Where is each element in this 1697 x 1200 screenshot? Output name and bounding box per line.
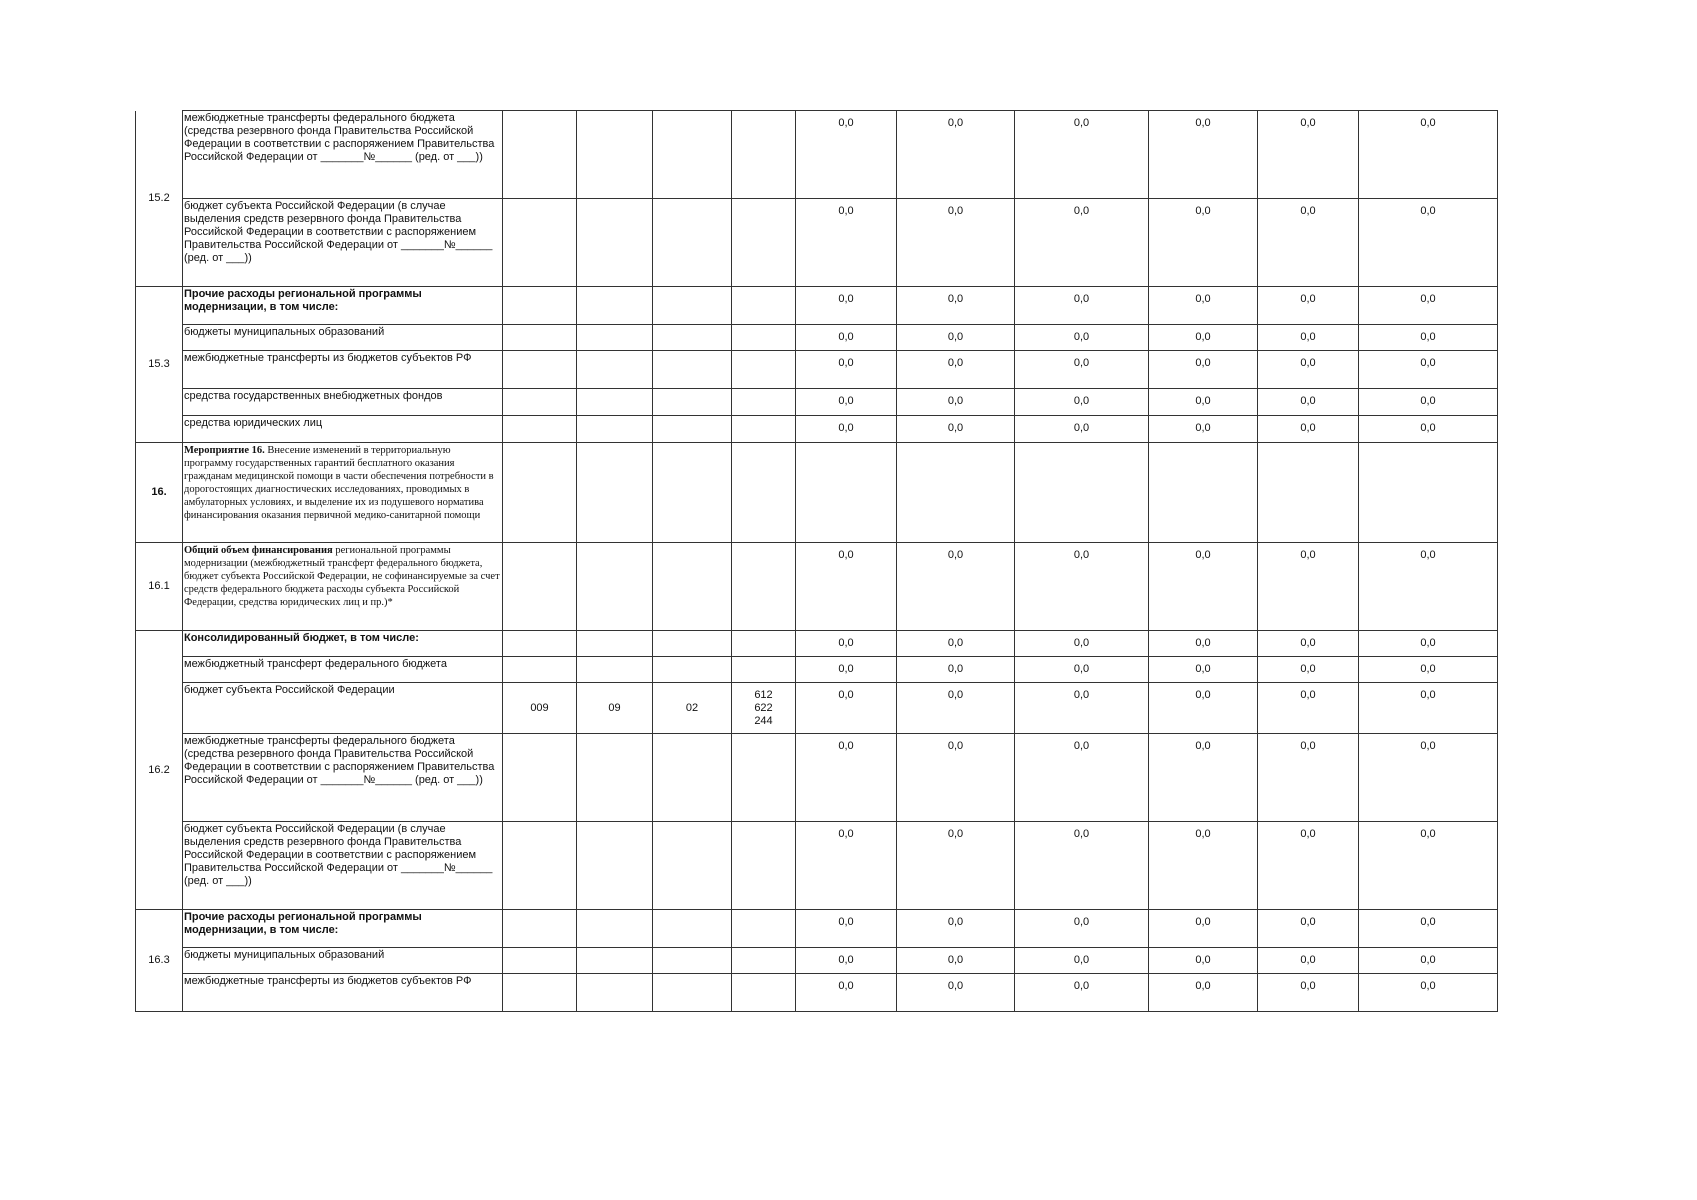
- amount-cell: [1015, 443, 1149, 543]
- budget-code-cell: [732, 948, 796, 974]
- amount-cell: 0,0: [1258, 351, 1359, 389]
- row-label: бюджет субъекта Российской Федерации (в случае выделения средств резервного фонда Правительства Российской Федерации в соответствии с распоряжением Правительства Российской Федерации от _______№______ (ред. от ___)): [183, 199, 503, 287]
- row-label: Прочие расходы региональной программы модернизации, в том числе:: [183, 910, 503, 948]
- row-label: межбюджетные трансферты из бюджетов субъектов РФ: [183, 351, 503, 389]
- amount-cell: 0,0: [897, 416, 1015, 443]
- table-row: [136, 443, 1498, 543]
- amount-cell: 0,0: [1015, 416, 1149, 443]
- budget-code-cell: 09: [577, 683, 653, 734]
- amount-cell: 0,0: [1359, 416, 1498, 443]
- row-index: 16.3: [136, 910, 183, 1012]
- budget-code-cell: [653, 948, 732, 974]
- amount-cell: 0,0: [1149, 287, 1258, 325]
- table-row: [136, 910, 1498, 948]
- row-index: 16.2: [136, 631, 183, 910]
- budget-code-cell: [503, 416, 577, 443]
- budget-code-cell: [653, 543, 732, 631]
- budget-code-cell: [732, 910, 796, 948]
- amount-cell: 0,0: [796, 683, 897, 734]
- budget-code-cell: [732, 734, 796, 822]
- budget-code-cell: [503, 948, 577, 974]
- row-label: бюджеты муниципальных образований: [183, 325, 503, 351]
- amount-cell: 0,0: [1359, 822, 1498, 910]
- budget-code-cell: [732, 822, 796, 910]
- budget-code-cell: [653, 657, 732, 683]
- row-label-text: Внесение изменений в территориальную программу государственных гарантий бесплатного оказания гражданам медицинской помощи в части обеспечения потребности в дорогостоящих диагностических исследованиях, проводимых в амбулаторных условиях, и выделение их из подушевого норматива финансирования оказания первичной медико-санитарной помощи: [184, 445, 494, 521]
- budget-code-cell: [503, 910, 577, 948]
- amount-cell: 0,0: [897, 199, 1015, 287]
- budget-code-cell: [577, 910, 653, 948]
- budget-code-cell: [732, 543, 796, 631]
- amount-cell: 0,0: [1015, 910, 1149, 948]
- budget-code-cell: [577, 287, 653, 325]
- amount-cell: 0,0: [1258, 199, 1359, 287]
- amount-cell: 0,0: [1015, 683, 1149, 734]
- amount-cell: 0,0: [1359, 683, 1498, 734]
- amount-cell: 0,0: [897, 631, 1015, 657]
- budget-code-cell: [653, 734, 732, 822]
- budget-code-cell: [577, 974, 653, 1012]
- budget-code-cell: [653, 974, 732, 1012]
- amount-cell: 0,0: [1359, 974, 1498, 1012]
- table-row: [136, 199, 1498, 287]
- budget-code-cell: 612 622 244: [732, 683, 796, 734]
- budget-code-cell: [653, 287, 732, 325]
- row-label: межбюджетные трансферты федерального бюджета (средства резервного фонда Правительства Российской Федерации в соответствии с распоряжением Правительства Российской Федерации от _______№______ (ред. от ___)): [183, 734, 503, 822]
- budget-code-cell: [503, 287, 577, 325]
- row-label: бюджет субъекта Российской Федерации: [183, 683, 503, 734]
- amount-cell: 0,0: [1258, 543, 1359, 631]
- amount-cell: 0,0: [1359, 543, 1498, 631]
- amount-cell: 0,0: [796, 543, 897, 631]
- table-row: [136, 111, 1498, 199]
- amount-cell: 0,0: [897, 351, 1015, 389]
- amount-cell: 0,0: [1015, 948, 1149, 974]
- row-label: [183, 443, 503, 543]
- budget-code-cell: [503, 111, 577, 199]
- budget-code-cell: [577, 543, 653, 631]
- amount-cell: 0,0: [796, 325, 897, 351]
- budget-code-cell: [577, 443, 653, 543]
- budget-code-cell: [732, 416, 796, 443]
- table-row: [136, 657, 1498, 683]
- amount-cell: 0,0: [1359, 111, 1498, 199]
- budget-code-cell: [503, 443, 577, 543]
- amount-cell: 0,0: [1258, 734, 1359, 822]
- row-label: бюджет субъекта Российской Федерации (в случае выделения средств резервного фонда Правительства Российской Федерации в соответствии с распоряжением Правительства Российской Федерации от _______№______ (ред. от ___)): [183, 822, 503, 910]
- amount-cell: 0,0: [1149, 111, 1258, 199]
- amount-cell: [1258, 443, 1359, 543]
- amount-cell: 0,0: [1359, 734, 1498, 822]
- amount-cell: 0,0: [897, 389, 1015, 416]
- amount-cell: 0,0: [1359, 351, 1498, 389]
- amount-cell: 0,0: [897, 974, 1015, 1012]
- amount-cell: 0,0: [897, 948, 1015, 974]
- row-label-text: региональной программы модернизации (межбюджетный трансферт федерального бюджета, бюджет субъекта Российской Федерации, не софинансируемые за счет средств федерального бюджета расходы субъекта Российской Федерации, средства юридических лиц и пр.)*: [184, 545, 500, 608]
- budget-code-cell: [653, 199, 732, 287]
- amount-cell: 0,0: [1359, 657, 1498, 683]
- row-index: 16.1: [136, 543, 183, 631]
- table-body: [136, 111, 1498, 1012]
- budget-code-cell: [653, 443, 732, 543]
- budget-code-cell: [503, 734, 577, 822]
- row-label: межбюджетные трансферты из бюджетов субъектов РФ: [183, 974, 503, 1012]
- amount-cell: 0,0: [1015, 351, 1149, 389]
- amount-cell: 0,0: [1149, 734, 1258, 822]
- budget-code-cell: 009: [503, 683, 577, 734]
- amount-cell: 0,0: [1258, 631, 1359, 657]
- amount-cell: 0,0: [897, 683, 1015, 734]
- table-row: [136, 631, 1498, 657]
- amount-cell: 0,0: [1359, 389, 1498, 416]
- row-label: бюджеты муниципальных образований: [183, 948, 503, 974]
- budget-code-cell: [503, 657, 577, 683]
- amount-cell: 0,0: [897, 325, 1015, 351]
- budget-code-cell: [732, 443, 796, 543]
- table-row: [136, 287, 1498, 325]
- row-label: Прочие расходы региональной программы модернизации, в том числе:: [183, 287, 503, 325]
- budget-code-cell: [653, 416, 732, 443]
- amount-cell: 0,0: [1258, 111, 1359, 199]
- budget-code-cell: [732, 974, 796, 1012]
- amount-cell: 0,0: [1258, 822, 1359, 910]
- row-index: 15.2: [136, 111, 183, 287]
- table-row: [136, 948, 1498, 974]
- amount-cell: [1359, 443, 1498, 543]
- amount-cell: 0,0: [1015, 111, 1149, 199]
- budget-code-cell: [653, 822, 732, 910]
- amount-cell: 0,0: [1015, 631, 1149, 657]
- amount-cell: 0,0: [796, 199, 897, 287]
- amount-cell: [897, 443, 1015, 543]
- amount-cell: 0,0: [1015, 543, 1149, 631]
- budget-code-cell: [503, 631, 577, 657]
- budget-code-cell: [503, 351, 577, 389]
- budget-code-cell: [503, 974, 577, 1012]
- amount-cell: 0,0: [1359, 948, 1498, 974]
- amount-cell: 0,0: [1149, 822, 1258, 910]
- amount-cell: 0,0: [1258, 325, 1359, 351]
- amount-cell: 0,0: [897, 822, 1015, 910]
- amount-cell: [1149, 443, 1258, 543]
- amount-cell: 0,0: [1015, 734, 1149, 822]
- budget-code-cell: [653, 351, 732, 389]
- row-label-heading: Общий объем финансирования: [184, 545, 333, 556]
- table-row: [136, 974, 1498, 1012]
- amount-cell: 0,0: [1258, 948, 1359, 974]
- amount-cell: 0,0: [897, 734, 1015, 822]
- amount-cell: 0,0: [1015, 974, 1149, 1012]
- amount-cell: 0,0: [796, 287, 897, 325]
- amount-cell: 0,0: [796, 910, 897, 948]
- amount-cell: 0,0: [1015, 325, 1149, 351]
- row-index: 15.3: [136, 287, 183, 443]
- amount-cell: [796, 443, 897, 543]
- budget-code-cell: [503, 199, 577, 287]
- budget-code-cell: [577, 389, 653, 416]
- budget-code-cell: [577, 948, 653, 974]
- amount-cell: 0,0: [1258, 910, 1359, 948]
- budget-code-cell: [732, 199, 796, 287]
- amount-cell: 0,0: [1359, 199, 1498, 287]
- budget-code-cell: [653, 389, 732, 416]
- table-row: [136, 325, 1498, 351]
- amount-cell: 0,0: [1149, 974, 1258, 1012]
- amount-cell: 0,0: [1149, 389, 1258, 416]
- row-label: средства юридических лиц: [183, 416, 503, 443]
- budget-code-cell: [653, 910, 732, 948]
- budget-code-cell: [732, 631, 796, 657]
- amount-cell: 0,0: [897, 543, 1015, 631]
- row-label: [183, 543, 503, 631]
- budget-code-cell: [577, 111, 653, 199]
- table-row: [136, 351, 1498, 389]
- budget-code-cell: [653, 631, 732, 657]
- amount-cell: 0,0: [1015, 657, 1149, 683]
- row-label: Консолидированный бюджет, в том числе:: [183, 631, 503, 657]
- table-row: [136, 734, 1498, 822]
- amount-cell: 0,0: [1149, 351, 1258, 389]
- amount-cell: 0,0: [1149, 325, 1258, 351]
- amount-cell: 0,0: [1258, 657, 1359, 683]
- row-label: межбюджетные трансферты федерального бюджета (средства резервного фонда Правительства Российской Федерации в соответствии с распоряжением Правительства Российской Федерации от _______№______ (ред. от ___)): [183, 111, 503, 199]
- table-row: [136, 389, 1498, 416]
- amount-cell: 0,0: [796, 657, 897, 683]
- amount-cell: 0,0: [1149, 199, 1258, 287]
- budget-code-cell: [577, 822, 653, 910]
- budget-code-cell: [577, 416, 653, 443]
- budget-code-cell: [732, 389, 796, 416]
- row-label-heading: Мероприятие 16.: [184, 445, 265, 456]
- amount-cell: 0,0: [1015, 287, 1149, 325]
- amount-cell: 0,0: [796, 351, 897, 389]
- budget-code-cell: [732, 111, 796, 199]
- amount-cell: 0,0: [897, 910, 1015, 948]
- amount-cell: 0,0: [897, 657, 1015, 683]
- amount-cell: 0,0: [796, 631, 897, 657]
- budget-code-cell: [577, 351, 653, 389]
- budget-code-cell: [732, 287, 796, 325]
- amount-cell: 0,0: [796, 111, 897, 199]
- budget-code-cell: [732, 325, 796, 351]
- amount-cell: 0,0: [1258, 416, 1359, 443]
- amount-cell: 0,0: [796, 734, 897, 822]
- budget-code-cell: [653, 111, 732, 199]
- budget-code-cell: 02: [653, 683, 732, 734]
- budget-code-cell: [503, 543, 577, 631]
- row-label: межбюджетный трансферт федерального бюджета: [183, 657, 503, 683]
- table-row: [136, 822, 1498, 910]
- amount-cell: 0,0: [1359, 631, 1498, 657]
- budget-code-cell: [653, 325, 732, 351]
- budget-code-cell: [732, 657, 796, 683]
- budget-code-cell: [732, 351, 796, 389]
- amount-cell: 0,0: [796, 389, 897, 416]
- budget-code-cell: [577, 325, 653, 351]
- amount-cell: 0,0: [1149, 910, 1258, 948]
- amount-cell: 0,0: [1149, 657, 1258, 683]
- amount-cell: 0,0: [1149, 631, 1258, 657]
- amount-cell: 0,0: [1258, 974, 1359, 1012]
- row-label: средства государственных внебюджетных фондов: [183, 389, 503, 416]
- amount-cell: 0,0: [897, 111, 1015, 199]
- budget-code-cell: [577, 657, 653, 683]
- budget-code-cell: [577, 199, 653, 287]
- amount-cell: 0,0: [796, 974, 897, 1012]
- amount-cell: 0,0: [1149, 416, 1258, 443]
- amount-cell: 0,0: [1359, 287, 1498, 325]
- budget-code-cell: [503, 325, 577, 351]
- table-row: [136, 416, 1498, 443]
- amount-cell: 0,0: [1359, 325, 1498, 351]
- amount-cell: 0,0: [796, 948, 897, 974]
- amount-cell: 0,0: [1149, 683, 1258, 734]
- amount-cell: 0,0: [796, 416, 897, 443]
- amount-cell: 0,0: [897, 287, 1015, 325]
- amount-cell: 0,0: [1015, 822, 1149, 910]
- budget-code-cell: [503, 822, 577, 910]
- amount-cell: 0,0: [1359, 910, 1498, 948]
- amount-cell: 0,0: [1258, 683, 1359, 734]
- financing-table: [135, 110, 1498, 1012]
- amount-cell: 0,0: [1258, 287, 1359, 325]
- budget-code-cell: [577, 631, 653, 657]
- amount-cell: 0,0: [1149, 543, 1258, 631]
- amount-cell: 0,0: [1015, 389, 1149, 416]
- table-row: [136, 683, 1498, 734]
- amount-cell: 0,0: [1015, 199, 1149, 287]
- amount-cell: 0,0: [1149, 948, 1258, 974]
- row-index: 16.: [136, 443, 183, 543]
- budget-code-cell: [503, 389, 577, 416]
- table-row: [136, 543, 1498, 631]
- amount-cell: 0,0: [1258, 389, 1359, 416]
- amount-cell: 0,0: [796, 822, 897, 910]
- budget-code-cell: [577, 734, 653, 822]
